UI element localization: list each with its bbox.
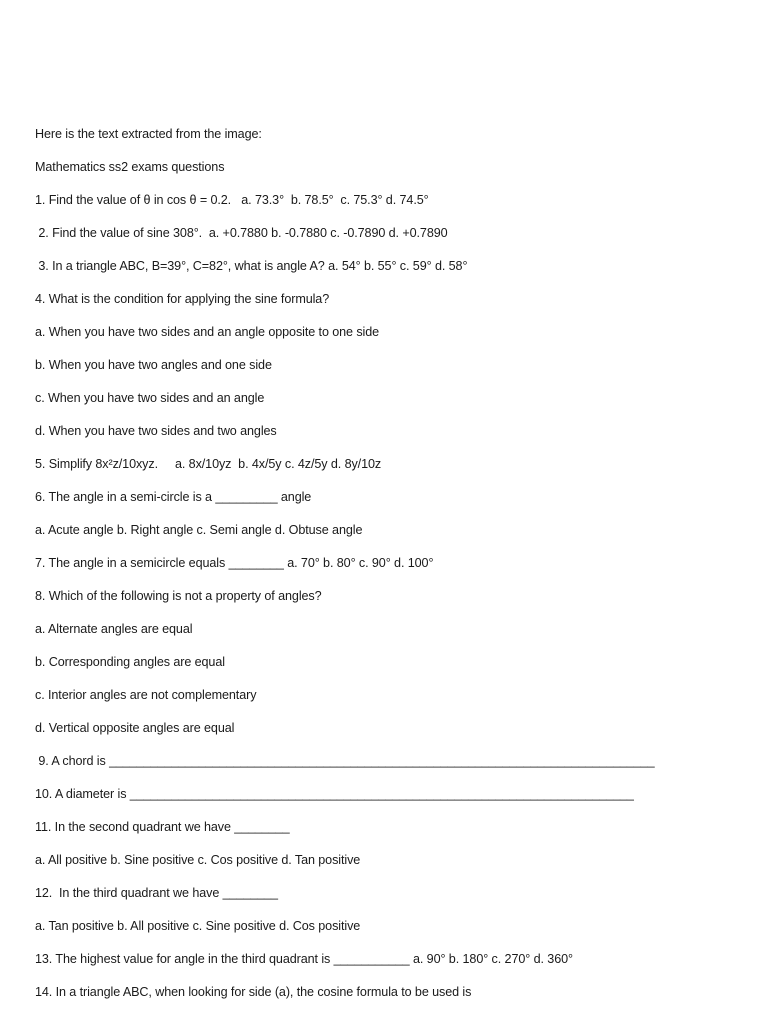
question-4-option-c: c. When you have two sides and an angle bbox=[35, 391, 265, 405]
question-11-options: a. All positive b. Sine positive c. Cos positive d. Tan positive bbox=[35, 853, 361, 867]
question-4: 4. What is the condition for applying the sine formula? bbox=[35, 292, 330, 306]
question-8: 8. Which of the following is not a property of angles? bbox=[35, 589, 322, 603]
question-4-option-d: d. When you have two sides and two angles bbox=[35, 424, 277, 438]
question-4-option-b: b. When you have two angles and one side bbox=[35, 358, 272, 372]
question-14: 14. In a triangle ABC, when looking for side (a), the cosine formula to be used is bbox=[35, 985, 472, 999]
question-4-option-a: a. When you have two sides and an angle opposite to one side bbox=[35, 325, 380, 339]
question-13: 13. The highest value for angle in the third quadrant is ___________ a. 90° b. 180° c. 270° d. 360° bbox=[35, 952, 573, 966]
question-6-options: a. Acute angle b. Right angle c. Semi angle d. Obtuse angle bbox=[35, 523, 363, 537]
question-12-options: a. Tan positive b. All positive c. Sine positive d. Cos positive bbox=[35, 919, 361, 933]
question-5: 5. Simplify 8x²z/10xyz. a. 8x/10yz b. 4x/5y c. 4z/5y d. 8y/10z bbox=[35, 457, 382, 471]
question-8-option-b: b. Corresponding angles are equal bbox=[35, 655, 225, 669]
question-8-option-d: d. Vertical opposite angles are equal bbox=[35, 721, 235, 735]
question-3: 3. In a triangle ABC, B=39°, C=82°, what is angle A? a. 54° b. 55° c. 59° d. 58° bbox=[35, 259, 468, 273]
document-title: Mathematics ss2 exams questions bbox=[35, 160, 225, 174]
question-7: 7. The angle in a semicircle equals ________ a. 70° b. 80° c. 90° d. 100° bbox=[35, 556, 434, 570]
intro-text: Here is the text extracted from the image: bbox=[35, 127, 262, 141]
question-10: 10. A diameter is _________________________________________________________________________ bbox=[35, 787, 634, 801]
question-6: 6. The angle in a semi-circle is a _________ angle bbox=[35, 490, 312, 504]
document-body bbox=[35, 123, 735, 1014]
question-11: 11. In the second quadrant we have ________ bbox=[35, 820, 290, 834]
question-9: 9. A chord is _______________________________________________________________________________ bbox=[35, 754, 655, 768]
question-8-option-a: a. Alternate angles are equal bbox=[35, 622, 193, 636]
question-8-option-c: c. Interior angles are not complementary bbox=[35, 688, 257, 702]
question-2: 2. Find the value of sine 308°. a. +0.7880 b. -0.7880 c. -0.7890 d. +0.7890 bbox=[35, 226, 448, 240]
question-12: 12. In the third quadrant we have ________ bbox=[35, 886, 278, 900]
question-1: 1. Find the value of θ in cos θ = 0.2. a. 73.3° b. 78.5° c. 75.3° d. 74.5° bbox=[35, 193, 429, 207]
